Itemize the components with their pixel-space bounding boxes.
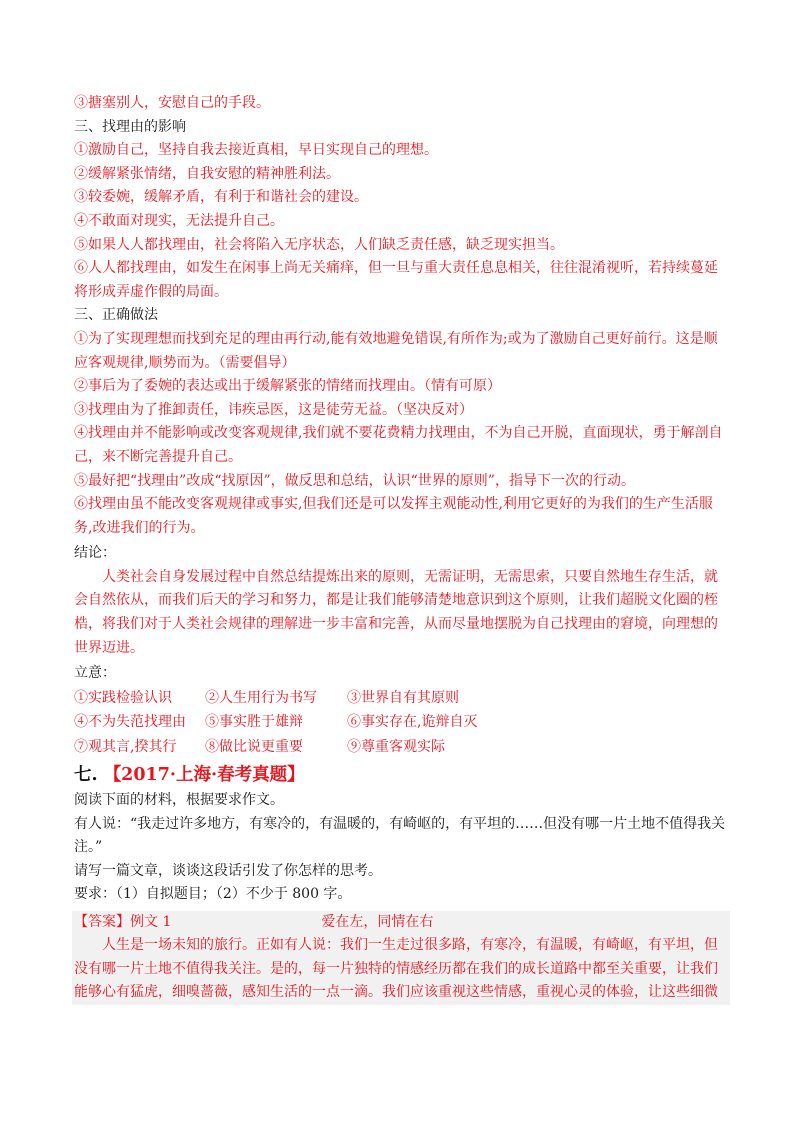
essay-prompt bbox=[74, 789, 728, 907]
theme-row bbox=[74, 735, 728, 759]
section-7-heading bbox=[74, 761, 728, 789]
conclusion-label: 结论： bbox=[74, 545, 116, 562]
impact-item-5: ⑤如果人人都找理由，社会将陷入无序状态，人们缺乏责任感，缺乏现实担当。 bbox=[74, 236, 564, 253]
impact-item-1: ①激励自己，坚持自我去接近真相，早日实现自己的理想。 bbox=[74, 142, 438, 159]
correct-item-5: ⑤最好把“找理由”改成“找原因”，做反思和总结，认识“世界的原则”，指导下一次的行动。 bbox=[74, 472, 635, 489]
theme-grid bbox=[74, 686, 728, 759]
correct-item-2: ②事后为了委婉的表达或出于缓解紧张的情绪而找理由。（情有可原） bbox=[74, 378, 501, 395]
document-page bbox=[74, 92, 728, 1005]
correct-item-1: ①为了实现理想而找到充足的理由再行动,能有效地避免错误,有所作为;或为了激励自己更好前行。这是顺应客观规律,顺势而为。（需要倡导） bbox=[74, 330, 718, 371]
correct-item-4: ④找理由并不能影响或改变客观规律,我们就不要花费精力找理由，不为自己开脱，直面现状，勇于解剖自己，来不断完善提升自己。 bbox=[74, 425, 723, 465]
impact-item-3: ③较委婉，缓解矛盾，有利于和谐社会的建设。 bbox=[74, 189, 368, 206]
answer-text: 人生是一场未知的旅行。正如有人说：我们一生走过很多路，有寒冷，有温暖，有崎岖，有平坦，但没有哪一片土地不值得我关注。是的，每一片独特的情感经历都在我们的成长道路中都至关重要，让我们能够心有猛虎，细嗅蔷薇，感知生活的一点一滴。我们应该重视这些情感，重视心灵的体验，让这些细微 bbox=[74, 937, 718, 1001]
section-7-source: 【2017·上海·春考真题】 bbox=[103, 765, 305, 786]
theme-item: ④不为失范找理由 bbox=[74, 714, 186, 731]
theme-item: ②人生用行为书写 bbox=[205, 689, 317, 706]
answer-label: 【答案】例文 1 bbox=[74, 914, 172, 931]
top-lines bbox=[74, 92, 728, 304]
section-impact-heading: 三、找理由的影响 bbox=[74, 118, 186, 135]
answer-box bbox=[72, 911, 730, 1005]
theme-item: ①实践检验认识 bbox=[74, 689, 172, 706]
theme-row bbox=[74, 710, 728, 734]
impact-item-6: ⑥人人都找理由，如发生在闲事上尚无关痛痒，但一旦与重大责任息息相关，往往混淆视听，若持续蔓延将形成弄虚作假的局面。 bbox=[74, 260, 718, 300]
theme-item: ⑥事实存在,诡辩自灭 bbox=[347, 714, 478, 731]
theme-row bbox=[74, 686, 728, 710]
theme-item: ⑦观其言,揆其行 bbox=[74, 738, 177, 755]
prompt-requirement: 要求：（1）自拟题目；（2）不少于 800 字。 bbox=[74, 886, 352, 903]
prompt-instruction: 阅读下面的材料，根据要求作文。 bbox=[74, 792, 284, 809]
impact-item-4: ④不敢面对现实，无法提升自己。 bbox=[74, 212, 284, 229]
prompt-quote: 有人说：“我走过许多地方，有寒冷的，有温暖的，有崎岖的，有平坦的……但没有哪一片土地不值得我关注。” bbox=[74, 815, 726, 856]
section-correct-heading: 三、正确做法 bbox=[74, 307, 158, 324]
correct-item-3: ③找理由为了推卸责任，讳疾忌医，这是徒劳无益。（坚决反对） bbox=[74, 401, 473, 418]
prompt-task: 请写一篇文章，谈谈这段话引发了你怎样的思考。 bbox=[74, 862, 382, 879]
theme-label: 立意： bbox=[74, 665, 116, 682]
correct-item-6: ⑥找理由虽不能改变客观规律或事实,但我们还是可以发挥主观能动性,利用它更好的为我们的生产生活服务,改进我们的行为。 bbox=[74, 496, 713, 536]
theme-item: ⑨尊重客观实际 bbox=[347, 738, 445, 755]
section-7-number: 七. bbox=[74, 765, 98, 786]
theme-item: ③世界自有其原则 bbox=[347, 689, 459, 706]
conclusion-text: 人类社会自身发展过程中自然总结提炼出来的原则，无需证明，无需思索，只要自然地生存生活，就会自然依从，而我们后天的学习和努力，都是让我们能够清楚地意识到这个原则，让我们超脱文化圈的桎梏，将我们对于人类社会规律的理解进一步丰富和完善，从而尽量地摆脱为自己找理由的窘境，向理想的世界迈进。 bbox=[74, 568, 718, 656]
correct-items bbox=[74, 328, 728, 540]
impact-item-2: ②缓解紧张情绪，自我安慰的精神胜利法。 bbox=[74, 165, 340, 182]
theme-item: ⑤事实胜于雄辩 bbox=[205, 714, 303, 731]
answer-title: 爱在左，同情在右 bbox=[321, 914, 434, 931]
answer-header bbox=[74, 911, 730, 934]
line-reason-3: ③搪塞别人，安慰自己的手段。 bbox=[74, 95, 270, 111]
theme-item: ⑧做比说更重要 bbox=[205, 738, 303, 755]
